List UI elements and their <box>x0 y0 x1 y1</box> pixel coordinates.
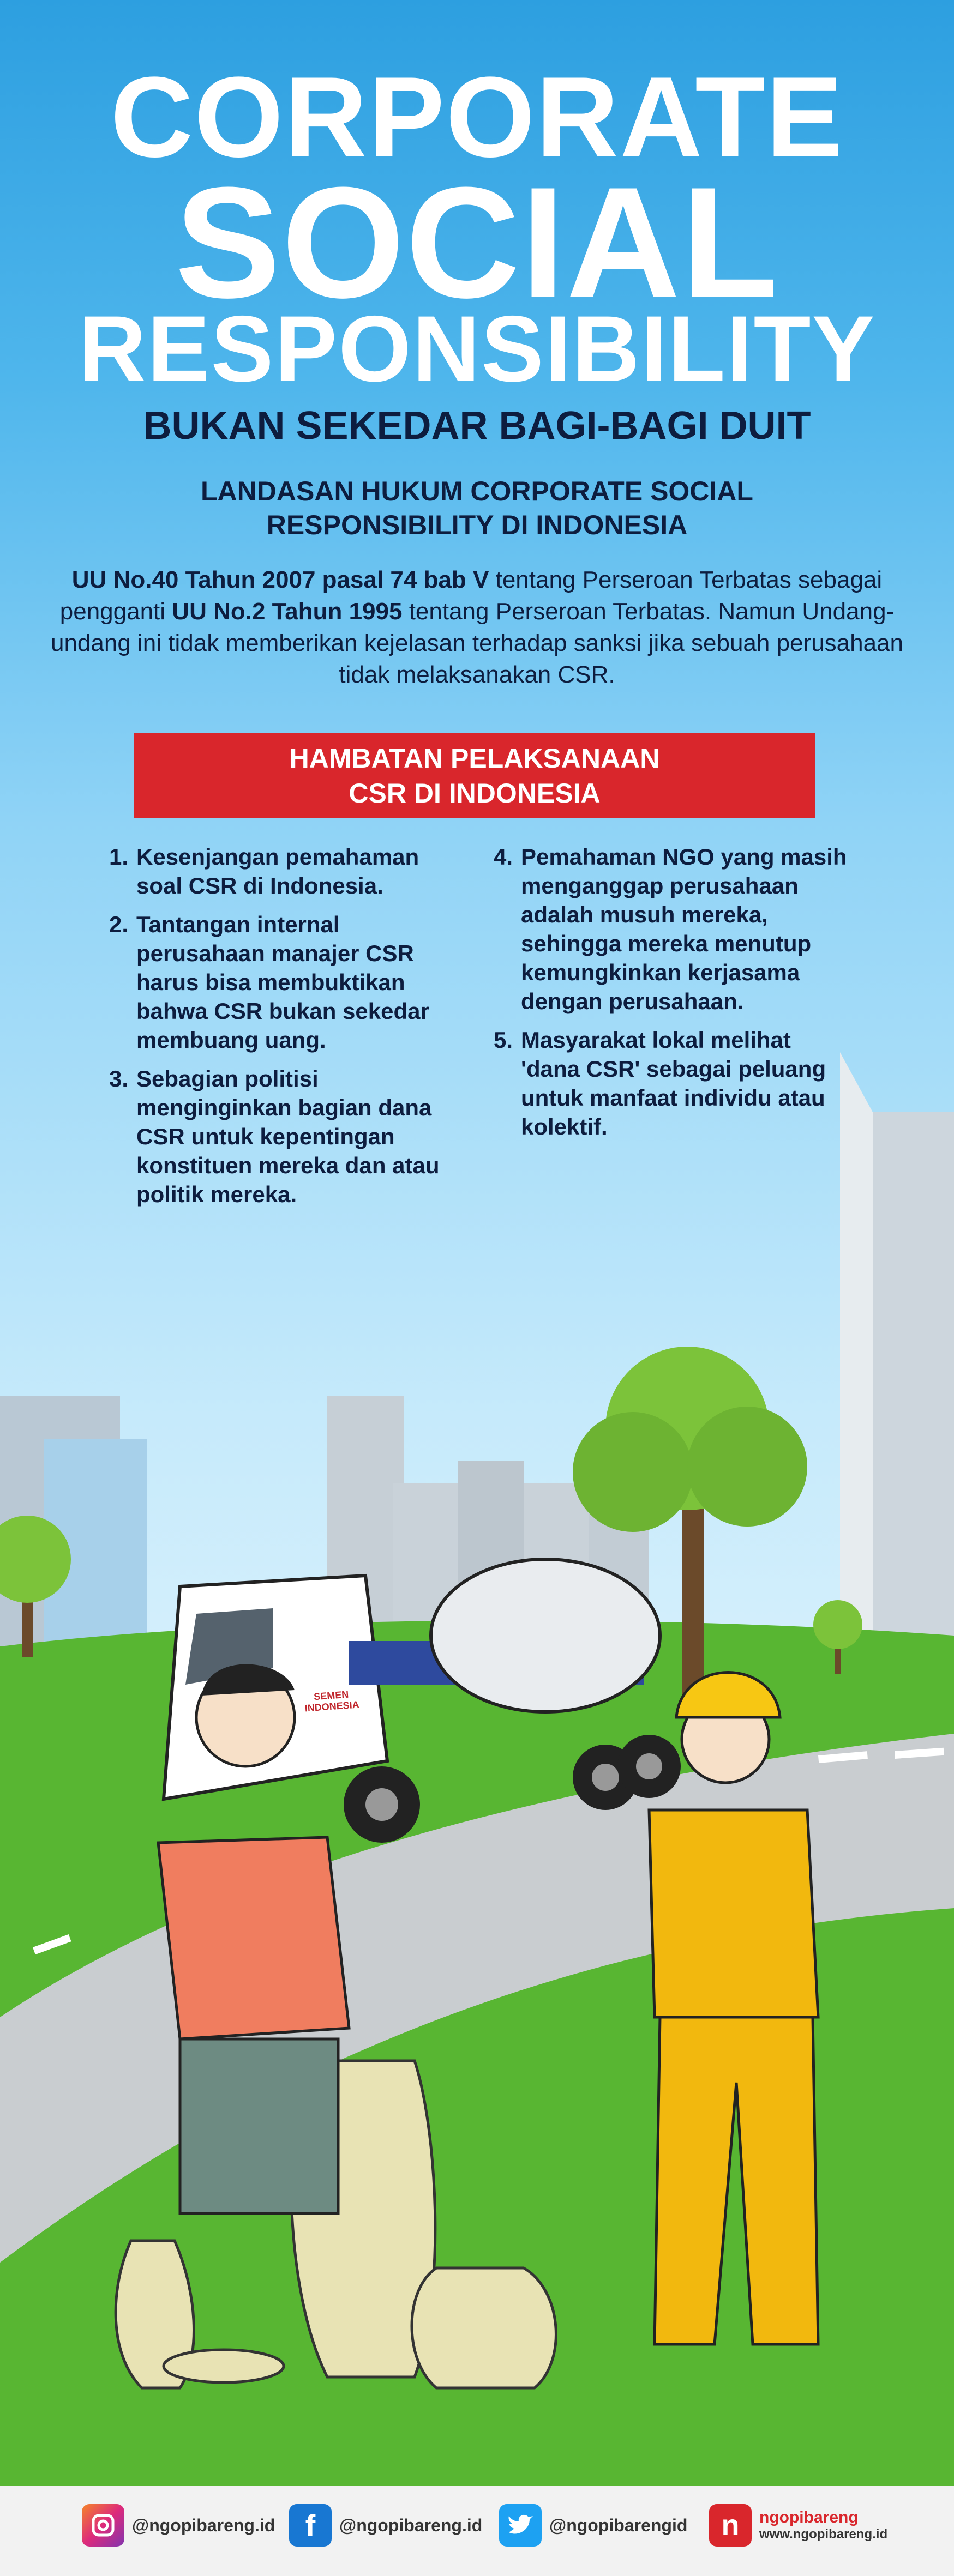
truck-logo-line-1: SEMEN <box>313 1688 349 1703</box>
twitter-icon <box>499 2504 542 2547</box>
item-number: 1. <box>109 844 129 870</box>
instagram-handle-text: @ngopibareng.id <box>132 2515 275 2535</box>
item-text: Pemahaman NGO yang masih menganggap perusahaan adalah musuh mereka, sehingga mereka menutup kemungkinkan kerjasama dengan perusahaan. <box>521 844 847 1014</box>
legal-heading-line-2: RESPONSIBILITY DI INDONESIA <box>266 510 688 540</box>
facebook-handle-text: @ngopibareng.id <box>339 2515 483 2535</box>
facebook-icon: f <box>289 2504 332 2547</box>
twitter-handle-text: @ngopibarengid <box>549 2515 688 2535</box>
title-line-2: SOCIAL <box>175 154 779 331</box>
item-text: Tantangan internal perusahaan manajer CSR harus bisa membuktikan bahwa CSR bukan sekedar membuang uang. <box>136 912 429 1053</box>
truck-logo <box>298 1688 365 1714</box>
law-2: UU No.2 Tahun 1995 <box>172 598 403 625</box>
instagram-icon <box>82 2504 124 2547</box>
subtitle: BUKAN SEKEDAR BAGI-BAGI DUIT <box>143 404 811 448</box>
title-line-3: RESPONSIBILITY <box>78 297 876 401</box>
legal-text-1: tentang Perseroan Terbatas sebagai pengganti <box>59 566 883 625</box>
ngopibareng-logo: n <box>709 2504 752 2547</box>
facebook-handle[interactable] <box>289 2504 482 2547</box>
item-number: 5. <box>494 1027 513 1053</box>
brand-website: www.ngopibareng.id <box>759 2527 888 2542</box>
ngopibareng-brand[interactable] <box>709 2504 887 2547</box>
truck-logo-line-2: INDONESIA <box>304 1699 360 1714</box>
obstacles-heading-line-2: CSR DI INDONESIA <box>349 777 601 809</box>
instagram-handle[interactable] <box>82 2504 275 2547</box>
item-text: Kesenjangan pemahaman soal CSR di Indonesia. <box>136 844 419 898</box>
item-text: Sebagian politisi menginginkan bagian dana CSR untuk kepentingan konstituen mereka dan atau politik mereka. <box>136 1066 440 1207</box>
item-number: 2. <box>109 912 129 937</box>
twitter-handle[interactable] <box>499 2504 687 2547</box>
item-number: 3. <box>109 1066 129 1091</box>
legal-heading-line-1: LANDASAN HUKUM CORPORATE SOCIAL <box>201 476 753 506</box>
item-text: Masyarakat lokal melihat 'dana CSR' sebagai peluang untuk manfaat individu atau kolektif. <box>521 1027 826 1139</box>
item-number: 4. <box>494 844 513 870</box>
brand-name: ngopibareng <box>759 2508 859 2526</box>
law-1: UU No.40 Tahun 2007 pasal 74 bab V <box>71 566 489 593</box>
legal-text-2: tentang Perseroan Terbatas. Namun Undang-undang ini tidak memberikan kejelasan terhadap sanksi jika sebuah perusahaan tidak melaksanakan CSR. <box>50 598 903 688</box>
obstacles-heading-line-1: HAMBATAN PELAKSANAAN <box>289 743 660 774</box>
title-line-1: CORPORATE <box>110 53 844 181</box>
skyscraper-right <box>840 1052 954 1636</box>
